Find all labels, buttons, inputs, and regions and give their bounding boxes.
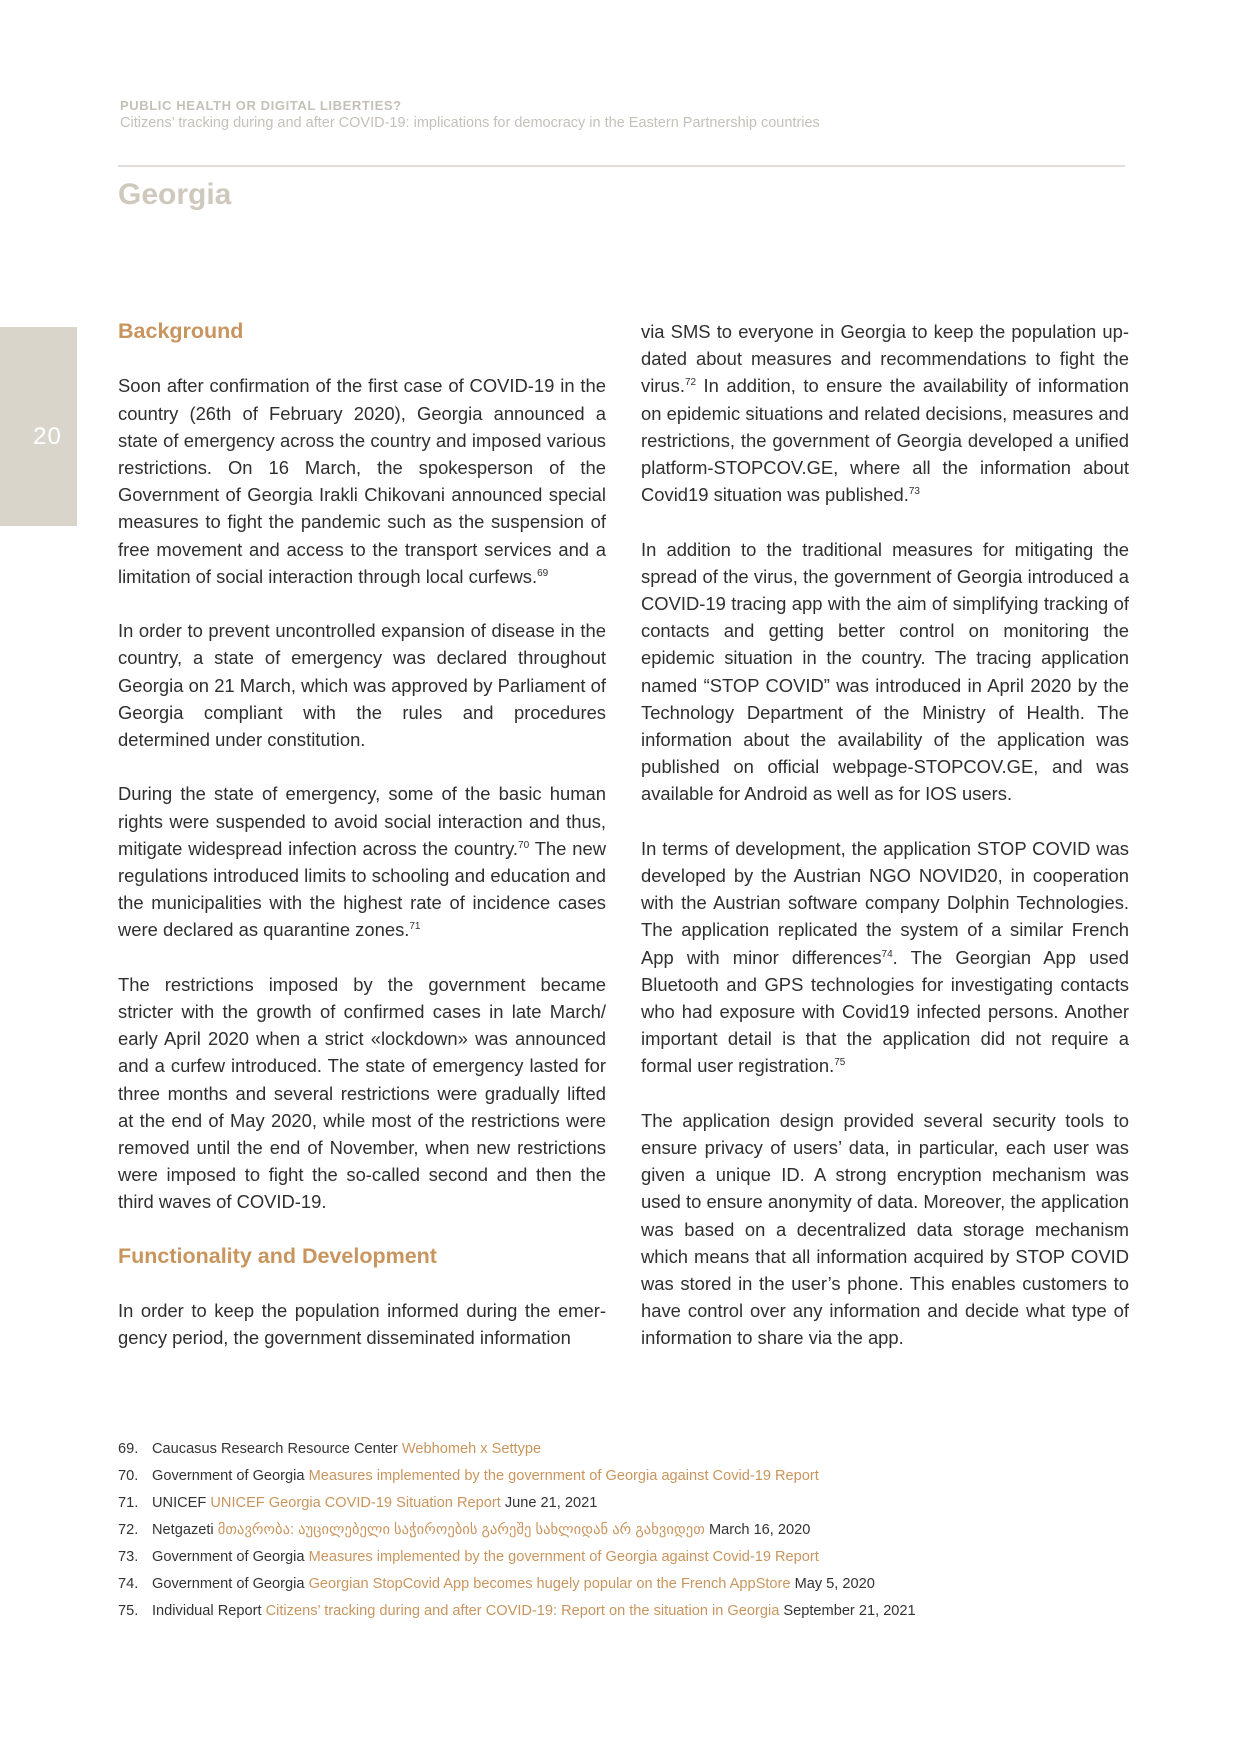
footnote-ref[interactable]: 70 (518, 839, 530, 851)
paragraph: Soon after confirmation of the first case of COVID-19 in the country (26th of February 2020), Georgia announced a state of emergency across the country and imposed various restrictions. On 16 March, the spokesperson of the Government of Georgia Irakli Chikovani announced special measures to fight the pandemic such as the suspension of free movement and access to the transport services and a limitation of social interaction through local curfews.$^{69}$ (118, 375, 606, 587)
footnote-link[interactable]: Citizens’ tracking during and after COVID-19: Report on the situation in Georgia (265, 1603, 780, 1619)
footnote-item: 72. Netgazeti მთავრობა: აუცილებელი საჭიროების გარეშე სახლიდან არ გახვიდეთ March 16, 2020 (118, 1522, 811, 1538)
footnote-link[interactable]: Measures implemented by the government of Georgia against Covid-19 Report (308, 1468, 819, 1484)
footnote-ref[interactable]: 74 (881, 948, 893, 960)
header-divider (118, 165, 1125, 167)
footnote-item: 74. Government of Georgia Georgian StopCovid App becomes hugely popular on the French AppStore May 5, 2020 (118, 1576, 875, 1592)
footnote-link[interactable]: Georgian StopCovid App becomes hugely popular on the French AppStore (308, 1576, 791, 1592)
running-header-title: PUBLIC HEALTH OR DIGITAL LIBERTIES? (120, 98, 402, 113)
paragraph: During the state of emergency, some of the basic human rights were suspended to avoid social interaction and thus, mitigate widespread infection across the country.$^{70}$ The new regulations introduced limits to schooling and education and the municipalities with the highest rate of incidence cases were declared as quarantine zones.$^{71}$ (118, 783, 606, 941)
paragraph: In order to prevent uncontrolled expansion of disease in the country, a state of emergency was declared throughout Georgia on 21 March, which was approved by Parliament of Georgia compliant with the rules and procedures determined under constitution. (118, 620, 606, 751)
footnote-item: 73. Government of Georgia Measures implemented by the government of Georgia against Covid-19 Report (118, 1549, 819, 1565)
left-column (118, 318, 606, 1379)
right-column (641, 318, 1129, 1379)
paragraph: In order to keep the population informed during the emer-gency period, the government disseminated information (118, 1300, 606, 1349)
paragraph: via SMS to everyone in Georgia to keep the population up-dated about measures and recommendations to fight the virus.$^{72}$ In addition, to ensure the availability of information on epidemic situations and related decisions, measures and restrictions, the government of Georgia developed a unified platform-STOPCOV.GE, where all the information about Covid19 situation was published.$^{73}$ (641, 321, 1129, 506)
page-number: 20 (33, 423, 62, 450)
footnote-link[interactable]: Webhomeh x Settype (401, 1441, 542, 1457)
paragraph: The application design provided several security tools to ensure privacy of users’ data, in particular, each user was given a unique ID. A strong encryption mechanism was used to ensure anonymity of data. Moreover, the application was based on a decentralized data storage mechanism which means that all information acquired by STOP COVID was stored in the user’s phone. This enables customers to have control over any information and decide what type of information to share via the app. (641, 1109, 1129, 1349)
section-title: Georgia (118, 178, 232, 211)
footnote-ref[interactable]: 75 (834, 1057, 846, 1069)
footnote-item: 75. Individual Report Citizens’ tracking during and after COVID-19: Report on the situation in Georgia September 21, 2021 (118, 1603, 916, 1619)
footnote-link[interactable]: UNICEF Georgia COVID-19 Situation Report (210, 1495, 501, 1511)
footnote-ref[interactable]: 72 (684, 377, 697, 389)
footnote-item: 70. Government of Georgia Measures implemented by the government of Georgia against Covid-19 Report (118, 1468, 819, 1484)
functionality-heading: Functionality and Development (118, 1243, 437, 1268)
footnote-item: 71. UNICEF UNICEF Georgia COVID-19 Situation Report June 21, 2021 (118, 1495, 598, 1511)
footnote-ref[interactable]: 71 (409, 921, 421, 933)
footnotes (118, 1436, 916, 1625)
paragraph: In terms of development, the application STOP COVID was developed by the Austrian NGO NOVID20, in cooperation with the Austrian software company Dolphin Technologies. The application replicated the system of a similar French App with minor differences$^{74}$. The Georgian App used Bluetooth and GPS technologies for investigating contacts who had exposure with Covid19 infected persons. Another important detail is that the application did not require a formal user registration.$^{75}$ (641, 837, 1129, 1077)
page-number-tab (0, 327, 77, 526)
footnote-ref[interactable]: 69 (537, 567, 549, 579)
paragraph: The restrictions imposed by the government became stricter with the growth of confirmed cases in late March/ early April 2020 when a strict «lockdown» was announced and a curfew introduced. The state of emergency lasted for three months and several restrictions were gradually lifted at the end of May 2020, while most of the restrictions were removed until the end of November, when new restrictions were imposed to fight the so-called second and then the third waves of COVID-19. (118, 973, 606, 1213)
background-heading: Background (118, 319, 244, 343)
footnote-link[interactable]: მთავრობა: აუცილებელი საჭიროების გარეშე სახლიდან არ გახვიდეთ (217, 1522, 705, 1538)
paragraph: In addition to the traditional measures for mitigating the spread of the virus, the government of Georgia introduced a COVID-19 tracing app with the aim of simplifying tracking of contacts and getting better control on monitoring the epidemic situation in the country. The tracing application named “STOP COVID” was introduced in April 2020 by the Technology Department of the Ministry of Health. The information about the availability of the application was published on official webpage-STOPCOV.GE, and was available for Android as well as for IOS users. (641, 538, 1129, 805)
footnote-link[interactable]: Measures implemented by the government of Georgia against Covid-19 Report (308, 1549, 819, 1565)
footnote-ref[interactable]: 73 (908, 486, 920, 498)
running-header-subtitle: Citizens’ tracking during and after COVID-19: implications for democracy in the Eastern Partnership countries (120, 115, 820, 131)
footnote-item: 69. Caucasus Research Resource Center Webhomeh x Settype (118, 1441, 542, 1457)
